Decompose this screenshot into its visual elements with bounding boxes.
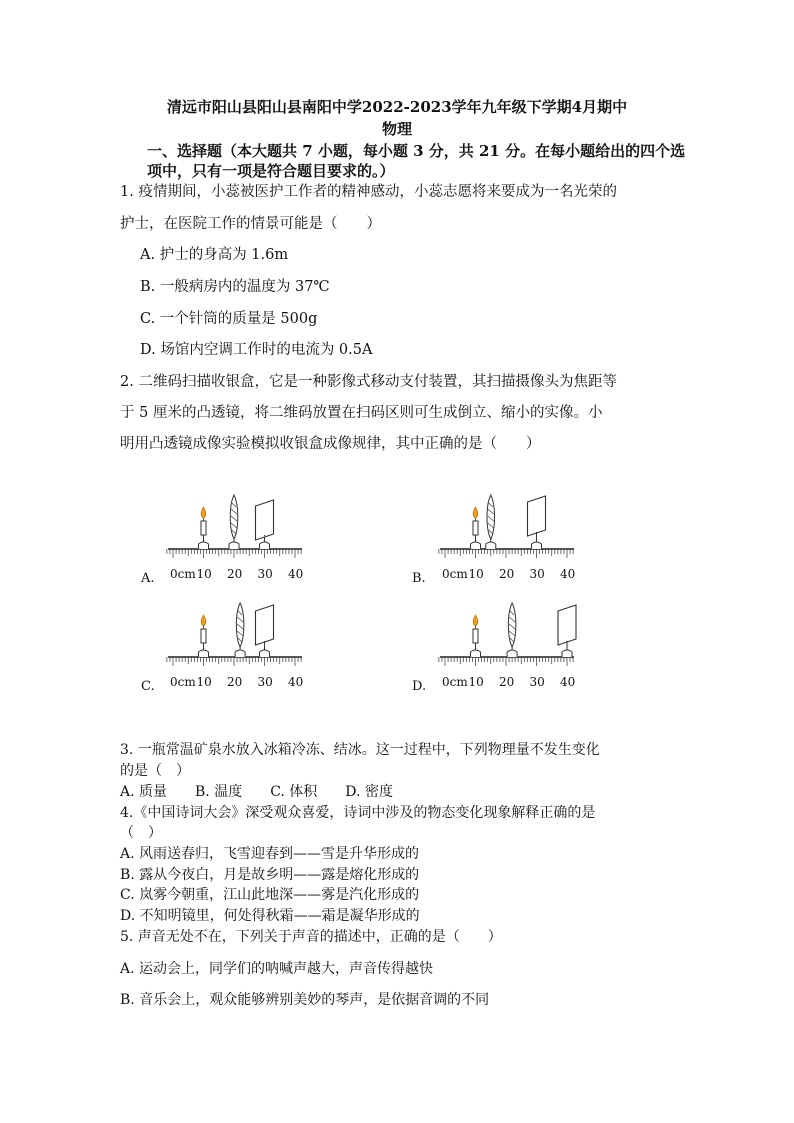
q1-option-b: B. 一般病房内的温度为 37℃ [140, 279, 330, 295]
bench-tick-label: 10 [196, 567, 212, 581]
subject-title: 物理 [381, 120, 412, 138]
q1-option-d: D. 场馆内空调工作时的电流为 0.5A [140, 342, 373, 358]
q1-stem-line1: 1. 疫情期间，小蕊被医护工作者的精神感动，小蕊志愿将来要成为一名光荣的 [120, 184, 617, 200]
q4-stem-line2: （ ） [120, 825, 162, 841]
q2-stem-line2: 于 5 厘米的凸透镜，将二维码放置在扫码区则可生成倒立、缩小的实像。小 [120, 405, 603, 421]
q3-options: A. 质量 B. 温度 C. 体积 D. 密度 [120, 784, 393, 800]
candle-icon [473, 507, 478, 535]
optical-bench-a [167, 495, 302, 558]
q2-option-b-label: B. [412, 571, 426, 586]
bench-tick-label: 40 [288, 675, 304, 689]
q4-option-c: C. 岚雾今朝重，江山此地深——雾是汽化形成的 [120, 887, 420, 903]
convex-lens-icon [230, 495, 238, 539]
candle-icon [473, 615, 478, 643]
bench-tick-label: 30 [529, 675, 545, 689]
q5-stem: 5. 声音无处不在，下列关于声音的描述中，正确的是（ ） [120, 929, 502, 945]
bench-tick-label: 10 [468, 567, 484, 581]
q4-option-a: A. 风雨送春归，飞雪迎春到——雪是升华形成的 [120, 846, 420, 862]
candle-holder [471, 535, 481, 549]
q5-option-b: B. 音乐会上，观众能够辨别美妙的琴声，是依据音调的不同 [120, 992, 490, 1008]
candle-holder [199, 643, 209, 657]
q4-option-d: D. 不知明镜里，何处得秋霜——霜是凝华形成的 [120, 908, 420, 924]
light-screen-icon [528, 496, 546, 536]
bench-tick-label: 0cm [170, 675, 196, 689]
q2-option-c-label: C. [141, 679, 155, 694]
section-heading-line2: 项中，只有一项是符合题目要求的。） [147, 162, 395, 180]
q5-option-a: A. 运动会上，同学们的呐喊声越大，声音传得越快 [120, 961, 434, 977]
section-heading-line1: 一、选择题（本大题共 7 小题，每小题 3 分，共 21 分。在每小题给出的四个选 [147, 142, 686, 160]
q4-stem-line1: 4.《中国诗词大会》深受观众喜爱，诗词中涉及的物态变化现象解释正确的是 [120, 805, 596, 821]
bench-tick-label: 20 [499, 567, 515, 581]
q4-option-b: B. 露从今夜白，月是故乡明——露是熔化形成的 [120, 867, 420, 883]
convex-lens-icon [487, 495, 495, 539]
bench-tick-label: 40 [560, 567, 576, 581]
bench-tick-label: 0cm [170, 567, 196, 581]
bench-tick-label: 30 [529, 567, 545, 581]
optical-bench-c [167, 603, 302, 666]
bench-tick-label: 0cm [442, 567, 468, 581]
q1-option-c: C. 一个针筒的质量是 500g [140, 311, 318, 327]
optical-bench-d [439, 603, 576, 666]
bench-tick-label: 10 [196, 675, 212, 689]
bench-tick-label: 20 [227, 675, 243, 689]
screen-holder [532, 535, 542, 549]
candle-holder [471, 643, 481, 657]
convex-lens-icon [508, 603, 516, 647]
candle-icon [201, 615, 206, 643]
exam-title: 清远市阳山县阳山县南阳中学2022-2023学年九年级下学期4月期中 [166, 98, 628, 116]
bench-tick-label: 20 [499, 675, 515, 689]
optical-bench-b [439, 495, 574, 558]
q1-stem-line2: 护士，在医院工作的情景可能是（ ） [120, 216, 381, 232]
bench-tick-label: 20 [227, 567, 243, 581]
bench-tick-label: 30 [257, 567, 273, 581]
bench-tick-label: 10 [468, 675, 484, 689]
light-screen-icon [256, 605, 274, 645]
q2-stem-line1: 2. 二维码扫描收银盒，它是一种影像式移动支付装置，其扫描摄像头为焦距等 [120, 374, 617, 390]
screen-holder [562, 643, 572, 657]
convex-lens-icon [236, 603, 244, 647]
q3-stem-line2: 的是（ ） [120, 763, 190, 779]
candle-icon [201, 507, 206, 535]
q3-stem-line1: 3. 一瓶常温矿泉水放入冰箱冷冻、结冰。这一过程中，下列物理量不发生变化 [120, 742, 600, 758]
light-screen-icon [256, 500, 274, 540]
bench-tick-label: 40 [288, 567, 304, 581]
q2-option-a-label: A. [141, 571, 155, 586]
light-screen-icon [558, 605, 576, 645]
bench-tick-label: 0cm [442, 675, 468, 689]
screen-holder [260, 643, 270, 657]
q2-stem-line3: 明用凸透镜成像实验模拟收银盒成像规律，其中正确的是（ ） [120, 436, 541, 452]
q1-option-a: A. 护士的身高为 1.6m [140, 247, 289, 263]
candle-holder [199, 535, 209, 549]
bench-tick-label: 40 [560, 675, 576, 689]
q2-option-d-label: D. [412, 679, 427, 694]
bench-tick-label: 30 [257, 675, 273, 689]
